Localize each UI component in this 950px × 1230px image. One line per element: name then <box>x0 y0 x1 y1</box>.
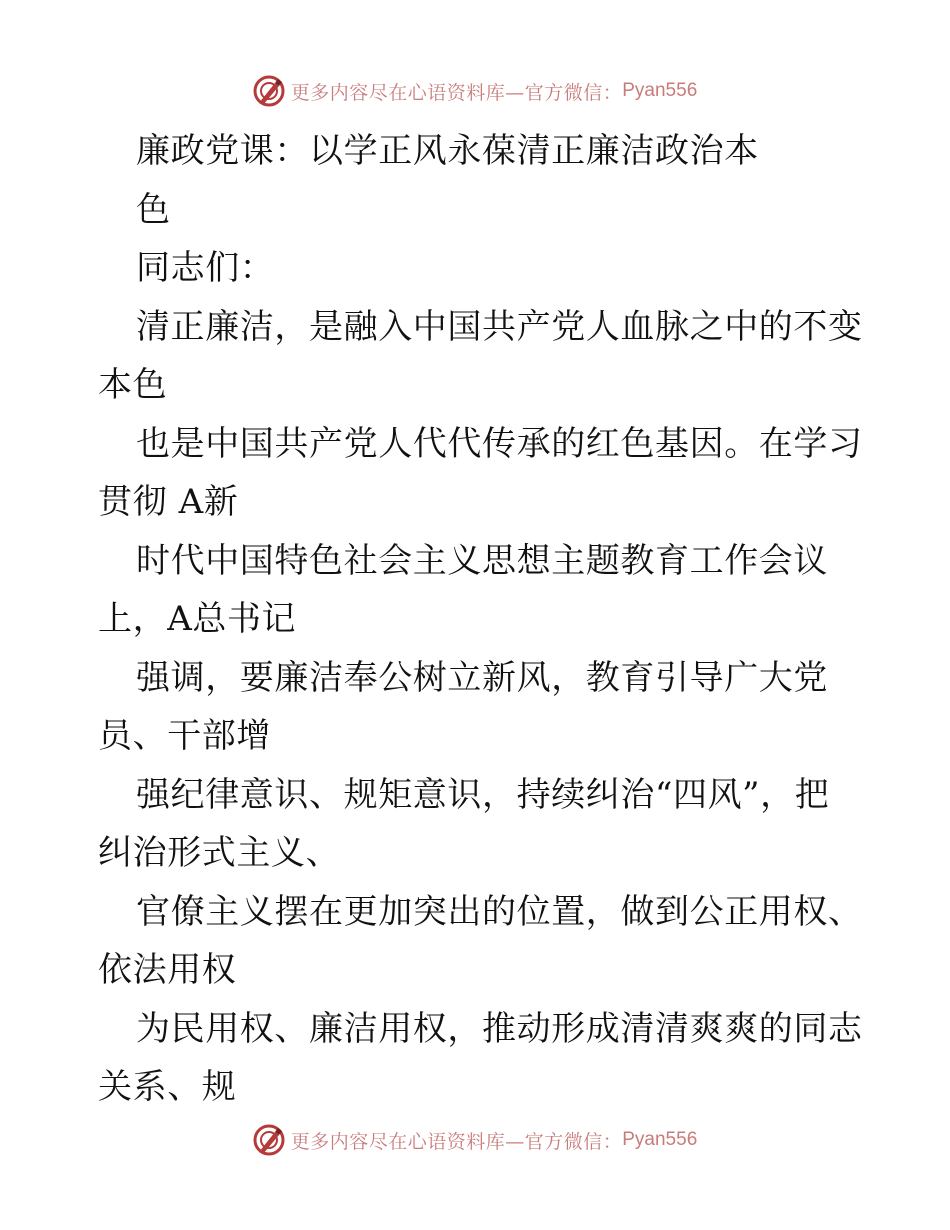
footer-watermark-banner <box>0 1120 950 1160</box>
paragraph-line: 强纪律意识、规矩意识，持续纠治“四风”，把 <box>136 774 830 815</box>
watermark-wechat-id: Pyan556 <box>622 80 698 101</box>
paragraph-line: 官僚主义摆在更加突出的位置，做到公正用权、 <box>136 891 863 932</box>
paragraph-line: 员、干部增 <box>98 716 271 756</box>
paragraph-line: 强调，要廉洁奉公树立新风，教育引导广大党 <box>136 657 828 698</box>
pen-logo-icon <box>253 1124 285 1156</box>
watermark-wechat-id: Pyan556 <box>622 1129 698 1150</box>
paragraph-line: 也是中国共产党人代代传承的红色基因。在学习 <box>136 423 863 464</box>
paragraph-line: 时代中国特色社会主义思想主题教育工作会议 <box>136 540 828 581</box>
paragraph-line: 依法用权 <box>98 950 237 990</box>
paragraph-line: 本色 <box>98 365 168 405</box>
watermark-text: 更多内容尽在心语资料库—官方微信： <box>290 81 623 104</box>
document-body <box>98 122 868 1117</box>
pen-logo-icon <box>253 75 285 107</box>
document-title: 廉政党课：以学正风永葆清正廉洁政治本 <box>136 131 759 171</box>
header-watermark-banner <box>0 71 950 111</box>
watermark-text: 更多内容尽在心语资料库—官方微信： <box>290 1130 623 1153</box>
salutation: 同志们： <box>136 248 275 288</box>
paragraph-line: 贯彻 A新 <box>98 482 239 522</box>
paragraph-line: 清正廉洁，是融入中国共产党人血脉之中的不变 <box>136 306 863 347</box>
paragraph-line: 为民用权、廉洁用权，推动形成清清爽爽的同志 <box>136 1008 863 1049</box>
paragraph-line: 上，A总书记 <box>98 599 297 639</box>
paragraph-line: 关系、规 <box>98 1067 237 1107</box>
paragraph-line: 纠治形式主义、 <box>98 833 341 873</box>
document-title-cont: 色 <box>136 189 171 230</box>
